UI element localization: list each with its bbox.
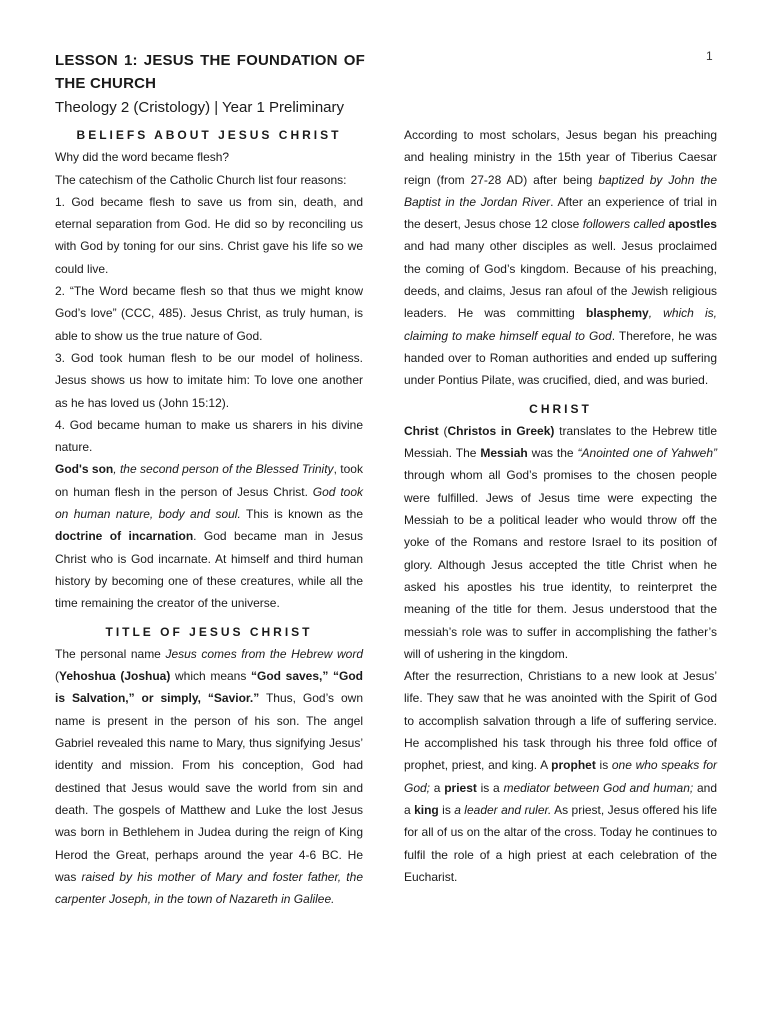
ministry-text-2: . After an experience of trial in the desert, Jesus chose 12 close (404, 194, 717, 232)
ministry-text-4: and had many other disciples as well. Jesus proclaimed the coming of God’s kingdom. Because of his preaching, deeds, and claims, Jesus ran afoul of the Jewish religious leaders. He was committing (404, 239, 717, 321)
king-term: king (414, 802, 439, 817)
gods-son-text-1: , took on human flesh in the person of Jesus Christ. (55, 462, 363, 499)
office-text-2: is (595, 758, 612, 773)
office-text-6: is (438, 802, 455, 817)
ministry-italic-3: , which is, claiming to make himself equal to God (404, 306, 717, 343)
christ-text-3: was the (527, 446, 578, 461)
title-italic-1: Jesus comes from the Hebrew word (165, 646, 364, 661)
christ-paragraph-1 (404, 420, 717, 665)
title-text-4: Thus, God’s own name is present in the person of his son. The angel Gabriel revealed this name to Mary, thus signifying Jesus’ identity and mission. From his conception, God had destined that Jesus would save the world from sin and death. The gospels of Matthew and Luke the lost Jesus was born in Bethlehem in Judea during the reign of King Herod the Great, perhaps around the year 4-6 BC. He was (55, 691, 363, 884)
office-text-3: a (430, 780, 445, 795)
priest-term: priest (444, 780, 477, 795)
beliefs-intro: The catechism of the Catholic Church list four reasons: (55, 172, 347, 187)
prophet-term: prophet (551, 758, 596, 773)
title-text-2: ( (55, 669, 59, 684)
office-text-1: After the resurrection, Christians to a new look at Jesus’ life. They saw that he was anointed with the Spirit of God to accomplish salvation through a life of suffering service. He accomplished his task through his three fold office of prophet, priest, and king. A (404, 669, 717, 773)
ministry-text-1: According to most scholars, Jesus began his preaching and healing ministry in the 15th year of Tiberius Caesar reign (from 27-28 AD) after being (404, 128, 717, 187)
title-italic-2: raised by his mother of Mary and foster father, the carpenter Joseph, in the town of Nazareth in Galilee. (55, 869, 363, 907)
title-text-3: which means (170, 669, 251, 684)
ministry-italic-1: baptized by John the Baptist in the Jordan River (404, 172, 717, 209)
incarnation-term: doctrine of incarnation (55, 529, 194, 544)
priest-definition: mediator between God and human; (503, 780, 694, 795)
messiah-term: Messiah (480, 446, 528, 461)
christ-text-4: through whom all God’s promises to the chosen people were fulfilled. Jews of Jesus time were expecting the Messiah to be a political leader who would throw off the yoke of the Romans and restore Israel to its position of glory. Although Jesus accepted the title Christ when he asked his apostles his true identity, to reinterpret the meaning of the title for them. Jesus understood that the messiah’s role was to suffer in accomplishing the father’s will of ushering in the kingdom. (404, 468, 717, 661)
christ-text-1: ( (438, 423, 448, 438)
apostles-term: apostles (668, 217, 717, 232)
reason-1: 1. God became flesh to save us from sin, death, and eternal separation from God. He did so by reconciling us with God by toning for our sins. Christ gave his life so we could live. (55, 194, 363, 276)
king-definition: a leader and ruler. (454, 802, 552, 817)
page-number: 1 (706, 49, 713, 63)
gods-son-text-2: This is known as the (240, 507, 363, 522)
god-saves-term: “God saves,” “God is Salvation,” or simply, “Savior.” (55, 669, 363, 706)
office-text-4: is a (476, 780, 504, 795)
gods-son-italic-2: God took on human nature, body and soul. (55, 484, 363, 522)
gods-son-text-3: . God became man in Jesus Christ who is God incarnate. At himself and third human history by becoming one of these creatures, while all the time remaining the creator of the universe. (55, 529, 363, 611)
ministry-paragraph (404, 124, 717, 392)
christ-paragraph-2 (404, 665, 717, 888)
left-column (55, 124, 363, 910)
christ-term: Christ (404, 423, 439, 438)
page-subtitle: Theology 2 (Cristology) | Year 1 Preliminary (55, 99, 345, 116)
yehoshua-term: Yehoshua (Joshua) (59, 669, 171, 684)
ministry-text-5: . Therefore, he was handed over to Roman authorities and ended up suffering under Pontius Pilate, was crucified, died, and was buried. (404, 328, 717, 388)
title-paragraph (55, 643, 363, 911)
title-heading: TITLE OF JESUS CHRIST (105, 624, 313, 639)
blasphemy-term: blasphemy (585, 306, 649, 321)
christ-heading: CHRIST (529, 401, 592, 416)
office-text-7: As priest, Jesus offered his life for all of us on the altar of the cross. Today he continues to fulfil the role of a high priest at each celebration of the Eucharist. (404, 802, 717, 884)
title-text-1: The personal name (55, 646, 166, 661)
gods-son-term: God's son (55, 462, 114, 477)
gods-son-italic-1: , the second person of the Blessed Trinity (113, 462, 334, 477)
reason-2: 2. “The Word became flesh so that thus we might know God’s love” (CCC, 485). Jesus Christ, as truly human, is able to show us the true nature of God. (55, 284, 363, 343)
gods-son-paragraph (55, 458, 363, 614)
christ-text-2: translates to the Hebrew title Messiah. The (404, 423, 717, 461)
page-title: LESSON 1: JESUS THE FOUNDATION OF THE CHURCH (55, 52, 365, 92)
reason-3: 3. God took human flesh to be our model of holiness. Jesus shows us how to imitate him: To love one another as he has loved us (John 15:12). (55, 350, 363, 410)
right-column (404, 124, 717, 888)
prophet-definition: one who speaks for God; (404, 758, 717, 795)
anointed-one-quote: “Anointed one of Yahweh” (577, 446, 717, 461)
reason-4: 4. God became human to make us sharers in his divine nature. (55, 417, 363, 455)
ministry-italic-2: followers called (582, 217, 665, 232)
beliefs-heading: BELIEFS ABOUT JESUS CHRIST (76, 128, 342, 142)
christos-term: Christos in Greek) (447, 423, 555, 438)
beliefs-question: Why did the word became flesh? (55, 150, 230, 165)
office-text-5: and a (404, 780, 718, 817)
